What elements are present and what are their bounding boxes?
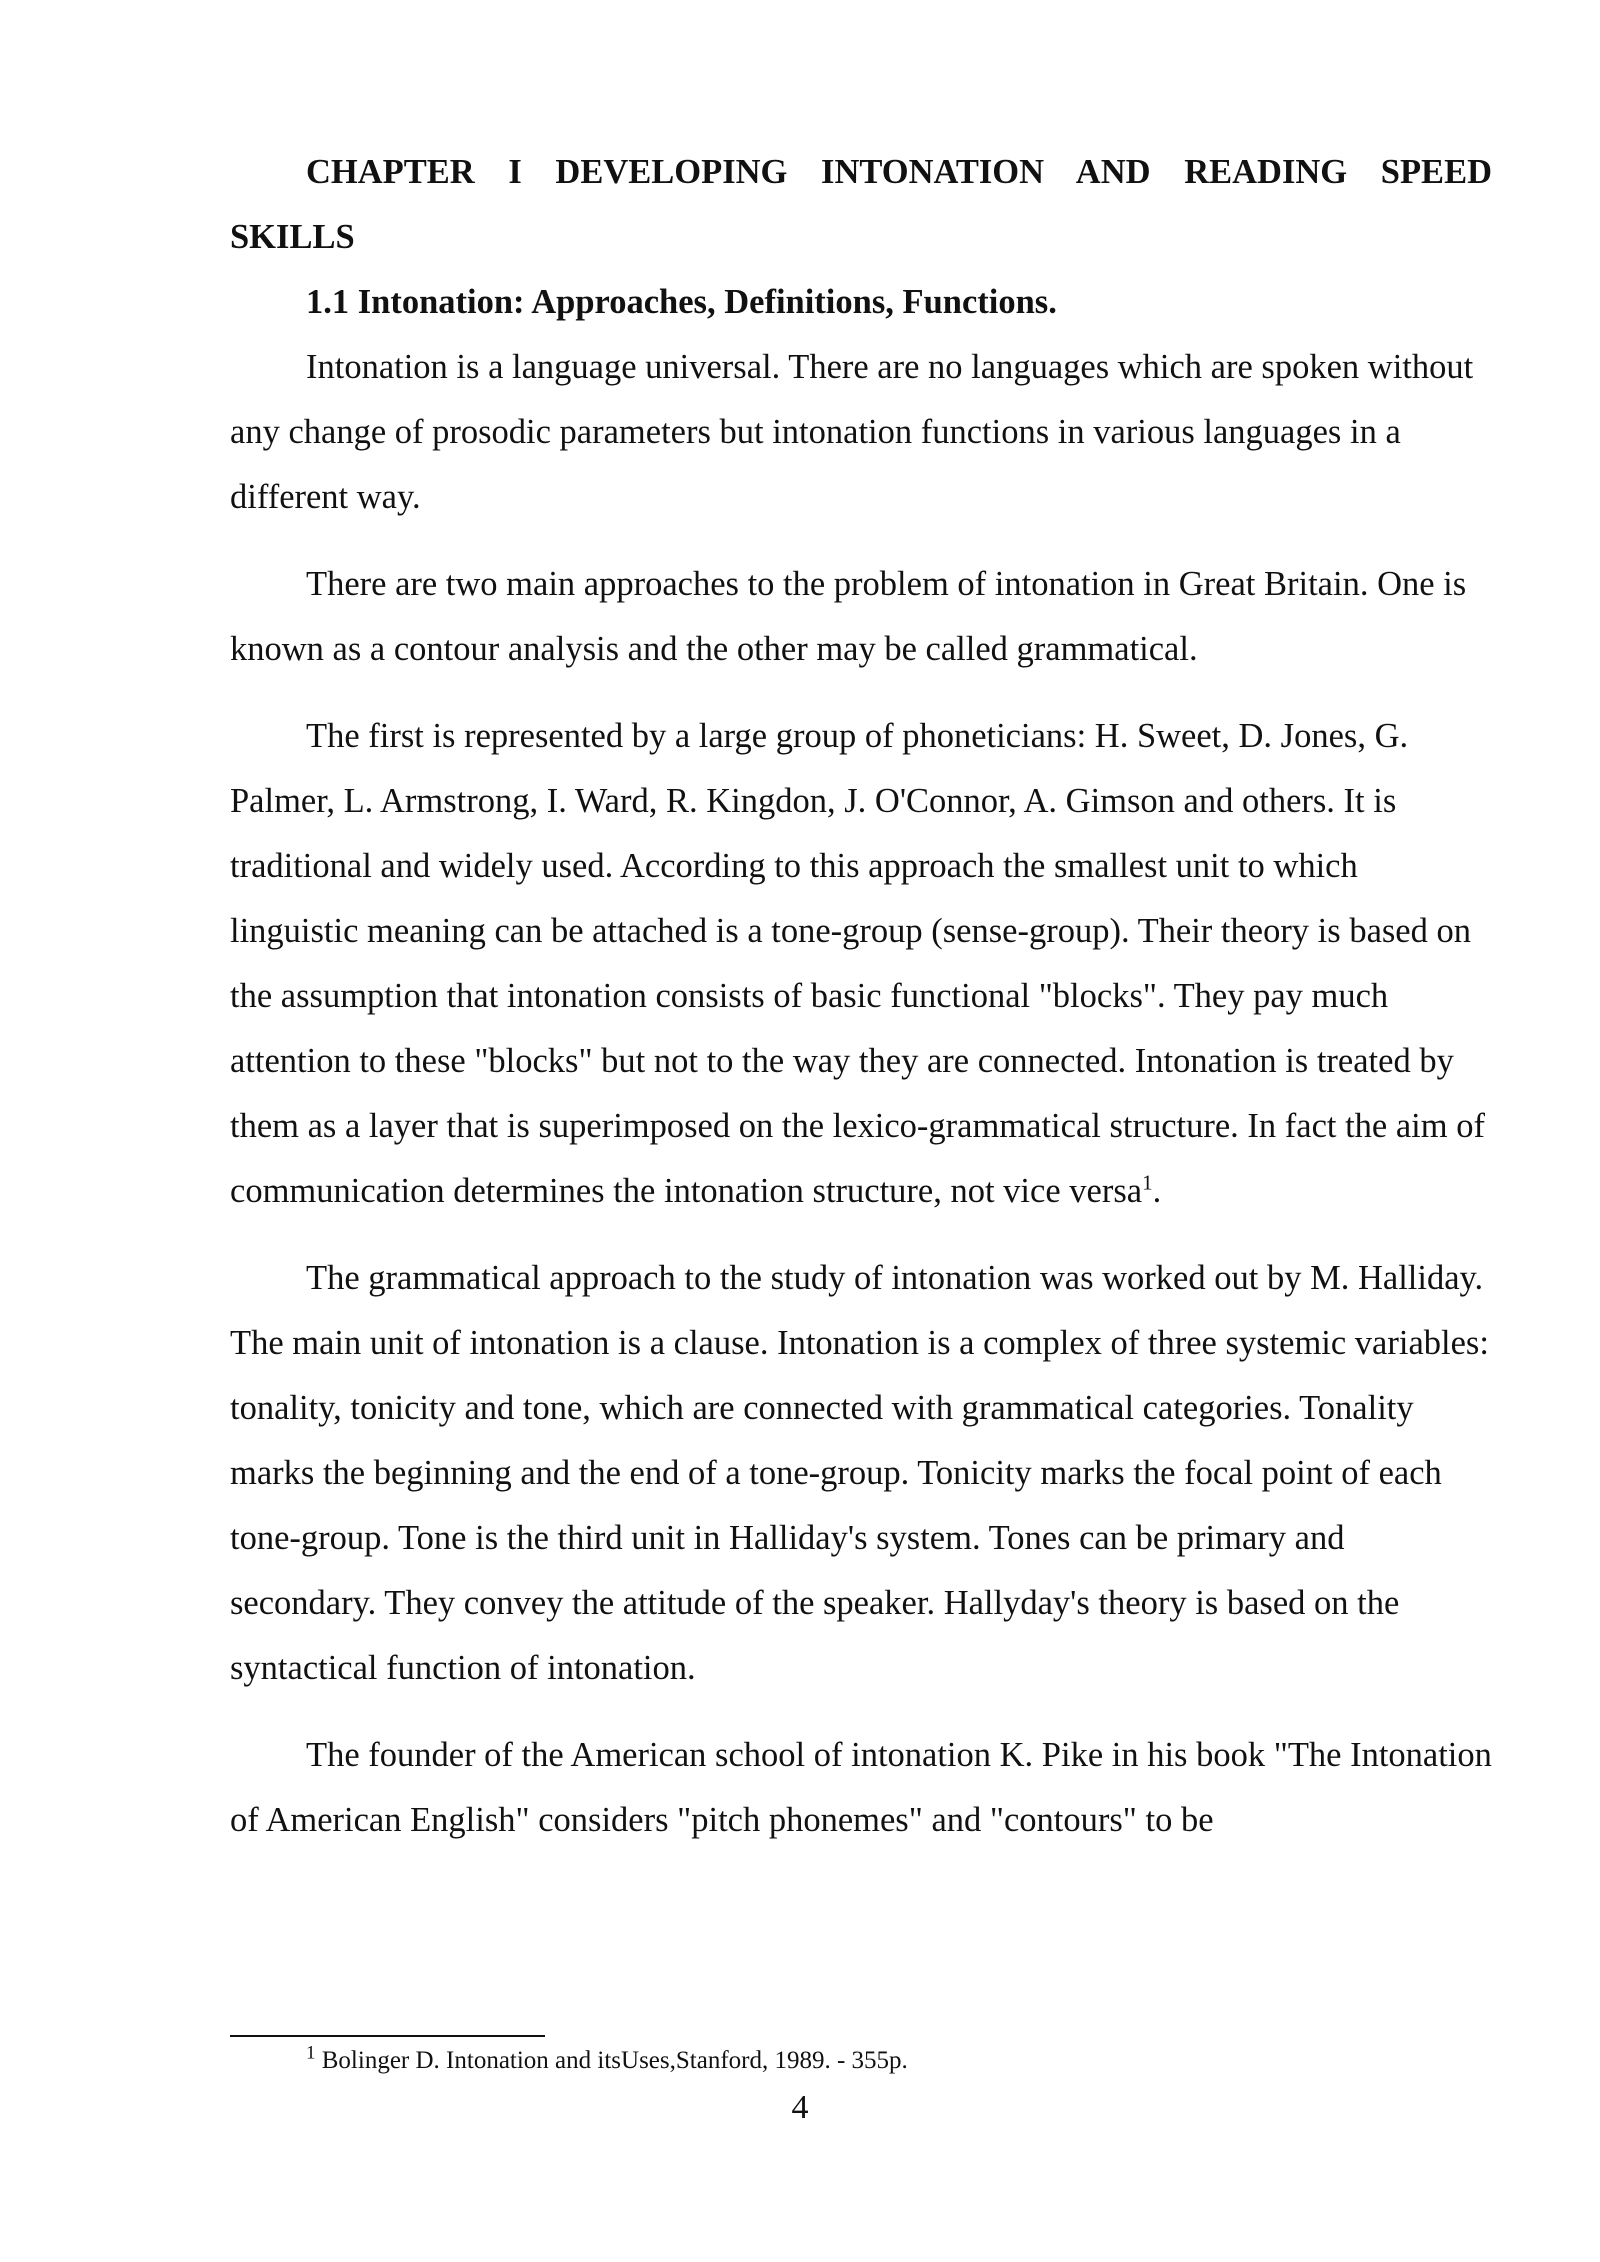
footnote-marker: 1 — [306, 2042, 316, 2064]
paragraph-4: The grammatical approach to the study of intonation was worked out by M. Halliday. The main unit of intonation is a clause. Intonation is a complex of three systemic variables: tonality, tonicity and tone, which are connected with grammatical categories. Tonality marks the beginning and the end of a tone-group. Tonicity marks the focal point of each tone-group. Tone is the third unit in Halliday's system. Tones can be primary and secondary. They convey the attitude of the speaker. Hallyday's theory is based on the syntactical function of intonation. — [230, 1259, 1489, 1687]
paragraph-2: There are two main approaches to the problem of intonation in Great Britain. One is known as a contour analysis and the other may be called grammatical. — [230, 565, 1467, 668]
paragraph-1: Intonation is a language universal. There are no languages which are spoken without any change of prosodic parameters but intonation functions in various languages in a different way. — [230, 348, 1474, 516]
paragraph-3-period: . — [1152, 1172, 1162, 1210]
paragraph-3-text: The first is represented by a large group of phoneticians: H. Sweet, D. Jones, G. Palmer, L. Armstrong, I. Ward, R. Kingdon, J. O'Connor, A. Gimson and others. It is traditional and widely used. According to this approach the smallest unit to which linguistic meaning can be attached is a tone-group (sense-group). Their theory is based on the assumption that intonation consists of basic functional "blocks". They pay much attention to these "blocks" but not to the way they are connected. Intonation is treated by them as a layer that is superimposed on the lexico-grammatical structure. In fact the aim of communication determines the intonation structure, not vice versa — [230, 717, 1485, 1210]
page-number: 4 — [791, 2089, 809, 2126]
footnote-reference[interactable]: 1 — [1142, 1170, 1153, 1195]
page-content — [230, 140, 1492, 1853]
chapter-heading: CHAPTER I DEVELOPING INTONATION AND READING SPEED SKILLS — [230, 153, 1492, 256]
footnote — [306, 2043, 908, 2079]
paragraph-3 — [230, 704, 1492, 1224]
section-heading: 1.1 Intonation: Approaches, Definitions, Functions. — [306, 283, 1057, 321]
footnote-divider — [230, 2035, 545, 2037]
paragraph-5: The founder of the American school of intonation K. Pike in his book "The Intonation of American English" considers "pitch phonemes" and "contours" to be — [230, 1736, 1492, 1839]
footnote-text: Bolinger D. Intonation and itsUses,Stanford, 1989. - 355p. — [321, 2047, 908, 2074]
